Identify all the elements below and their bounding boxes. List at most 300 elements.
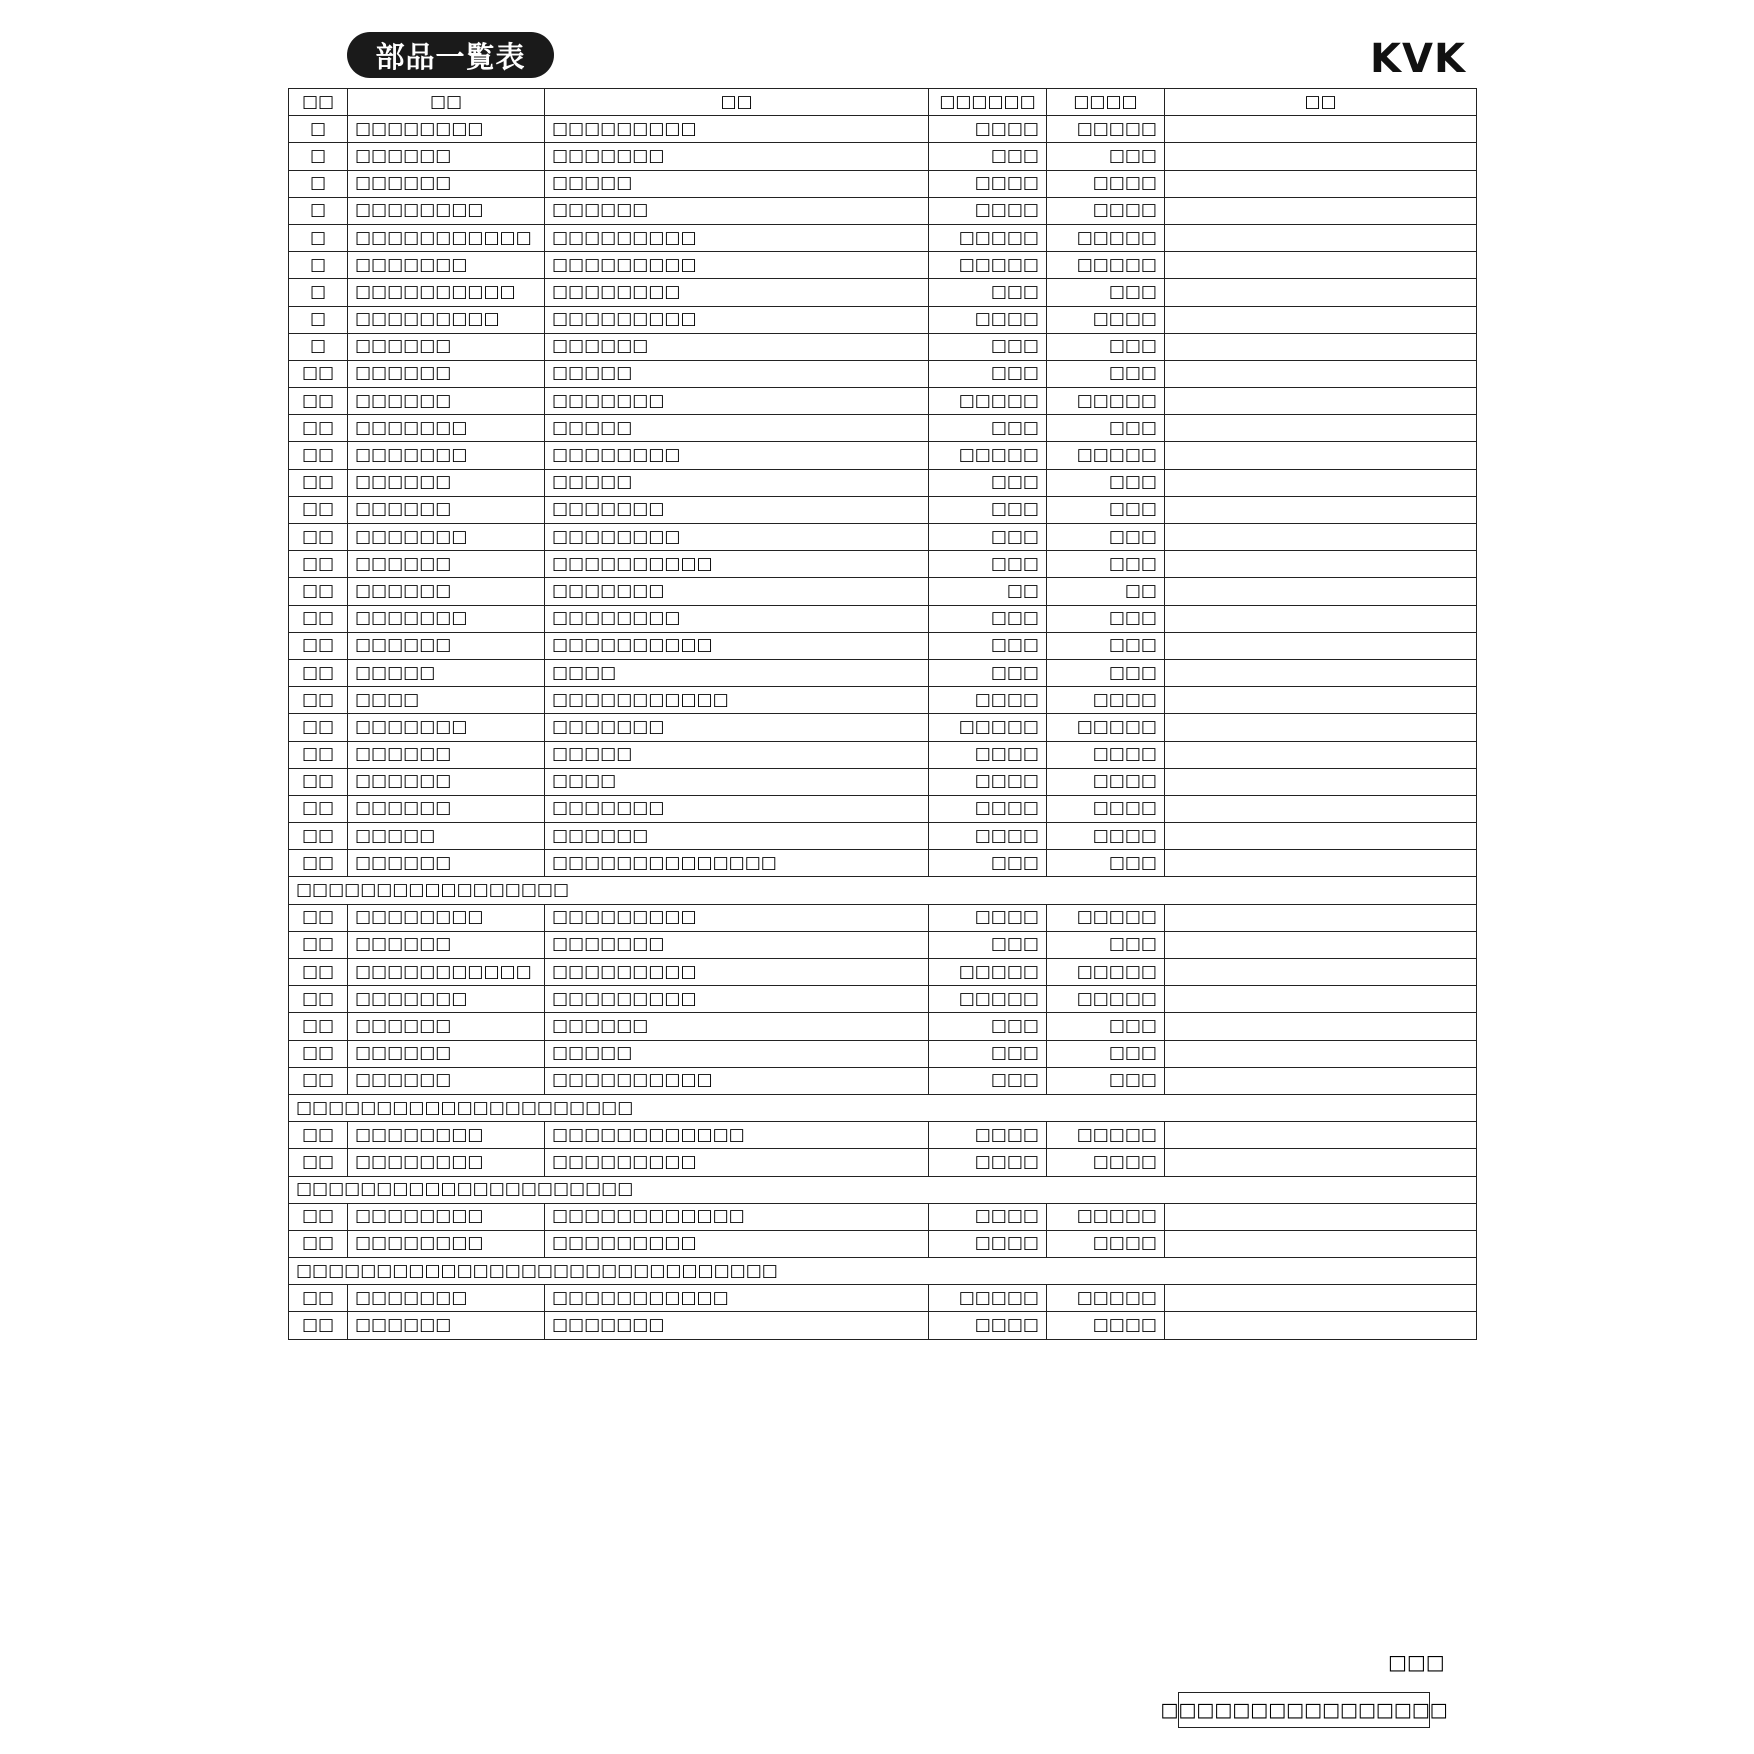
- part-number: □□: [289, 659, 348, 686]
- table-row: [289, 1312, 1477, 1339]
- part-number: □□: [289, 959, 348, 986]
- part-note: [1165, 1203, 1477, 1230]
- part-code: □□□□□□□: [348, 442, 545, 469]
- part-note: [1165, 496, 1477, 523]
- brand-logo: KVK: [1370, 36, 1466, 82]
- part-code: □□□□□□: [348, 143, 545, 170]
- part-name: □□□□□□□□□□: [545, 632, 929, 659]
- part-note: [1165, 741, 1477, 768]
- table-row: [289, 959, 1477, 986]
- part-code: □□□□□: [348, 823, 545, 850]
- table-row: [289, 496, 1477, 523]
- part-note: [1165, 904, 1477, 931]
- part-name: □□□□□: [545, 415, 929, 442]
- table-row: [289, 333, 1477, 360]
- table-row: [289, 415, 1477, 442]
- part-price: □□□: [1047, 415, 1165, 442]
- part-weight: □□: [929, 578, 1047, 605]
- part-code: □□□□□□□□: [348, 1122, 545, 1149]
- part-weight: □□□□: [929, 687, 1047, 714]
- table-row: [289, 1122, 1477, 1149]
- part-name: □□□□□□□□□: [545, 959, 929, 986]
- part-code: □□□□□□: [348, 170, 545, 197]
- part-note: [1165, 143, 1477, 170]
- part-code: □□□□□□: [348, 795, 545, 822]
- part-weight: □□□□: [929, 904, 1047, 931]
- part-weight: □□□□□: [929, 224, 1047, 251]
- table-row: [289, 931, 1477, 958]
- part-code: □□□□□□: [348, 768, 545, 795]
- section-row: [289, 877, 1477, 904]
- part-weight: □□□□: [929, 1149, 1047, 1176]
- part-weight: □□□□: [929, 197, 1047, 224]
- part-code: □□□□□□□: [348, 252, 545, 279]
- part-name: □□□□□□□□□: [545, 904, 929, 931]
- part-note: [1165, 1122, 1477, 1149]
- part-price: □□□: [1047, 850, 1165, 877]
- part-name: □□□□□□□□□□□□: [545, 1122, 929, 1149]
- part-weight: □□□: [929, 605, 1047, 632]
- part-note: [1165, 605, 1477, 632]
- part-note: [1165, 1230, 1477, 1257]
- part-weight: □□□□: [929, 306, 1047, 333]
- part-number: □□: [289, 768, 348, 795]
- part-name: □□□□□□□□□: [545, 224, 929, 251]
- part-price: □□□□□: [1047, 252, 1165, 279]
- part-weight: □□□: [929, 931, 1047, 958]
- part-code: □□□□□□: [348, 551, 545, 578]
- part-note: [1165, 442, 1477, 469]
- page-title: 部品一覧表: [347, 32, 554, 78]
- part-number: □□: [289, 551, 348, 578]
- part-number: □: [289, 252, 348, 279]
- part-number: □: [289, 333, 348, 360]
- table-row: [289, 741, 1477, 768]
- part-name: □□□□□□□□□□□□: [545, 1203, 929, 1230]
- table-row: [289, 795, 1477, 822]
- part-code: □□□□□□□: [348, 1285, 545, 1312]
- part-price: □□□□□: [1047, 116, 1165, 143]
- part-name: □□□□□□□: [545, 714, 929, 741]
- part-name: □□□□□□: [545, 197, 929, 224]
- part-code: □□□□: [348, 687, 545, 714]
- part-number: □: [289, 116, 348, 143]
- part-price: □□□□: [1047, 1230, 1165, 1257]
- part-code: □□□□□□□□□: [348, 306, 545, 333]
- part-code: □□□□□□□□□□: [348, 279, 545, 306]
- part-code: □□□□□□□□: [348, 1149, 545, 1176]
- part-code: □□□□□□□□: [348, 1203, 545, 1230]
- table-row: [289, 524, 1477, 551]
- part-code: □□□□□□□: [348, 415, 545, 442]
- part-note: [1165, 632, 1477, 659]
- part-name: □□□□□□□□: [545, 605, 929, 632]
- table-row: [289, 306, 1477, 333]
- part-price: □□: [1047, 578, 1165, 605]
- table-row: [289, 605, 1477, 632]
- part-code: □□□□□□: [348, 578, 545, 605]
- part-name: □□□□□□□: [545, 931, 929, 958]
- column-header-name: □□: [545, 89, 929, 116]
- part-code: □□□□□□: [348, 360, 545, 387]
- part-number: □□: [289, 1040, 348, 1067]
- column-header-weight: □□□□□□: [929, 89, 1047, 116]
- part-note: [1165, 1067, 1477, 1094]
- part-name: □□□□□: [545, 1040, 929, 1067]
- part-price: □□□: [1047, 333, 1165, 360]
- column-header-no: □□: [289, 89, 348, 116]
- part-weight: □□□: [929, 333, 1047, 360]
- part-note: [1165, 850, 1477, 877]
- part-name: □□□□□□□: [545, 795, 929, 822]
- part-weight: □□□□: [929, 1230, 1047, 1257]
- table-row: [289, 850, 1477, 877]
- part-weight: □□□: [929, 279, 1047, 306]
- part-weight: □□□: [929, 469, 1047, 496]
- part-name: □□□□□: [545, 469, 929, 496]
- part-weight: □□□□□: [929, 959, 1047, 986]
- part-code: □□□□□□□: [348, 605, 545, 632]
- part-name: □□□□□□: [545, 1013, 929, 1040]
- part-price: □□□□□: [1047, 986, 1165, 1013]
- table-row: [289, 714, 1477, 741]
- table-row: [289, 360, 1477, 387]
- part-price: □□□□□: [1047, 959, 1165, 986]
- part-note: [1165, 1312, 1477, 1339]
- part-note: [1165, 1149, 1477, 1176]
- part-name: □□□□□□□: [545, 143, 929, 170]
- part-number: □□: [289, 986, 348, 1013]
- table-row: [289, 388, 1477, 415]
- part-name: □□□□□□: [545, 333, 929, 360]
- table-row: [289, 687, 1477, 714]
- part-note: [1165, 1013, 1477, 1040]
- document-code: □□□□□□□□□□□□□□□□: [1178, 1692, 1430, 1728]
- part-number: □□: [289, 1285, 348, 1312]
- part-weight: □□□□□: [929, 1285, 1047, 1312]
- part-code: □□□□□□: [348, 931, 545, 958]
- part-weight: □□□: [929, 659, 1047, 686]
- part-price: □□□□□: [1047, 1122, 1165, 1149]
- part-name: □□□□□□□□□□: [545, 551, 929, 578]
- parts-table: [288, 88, 1477, 1340]
- part-number: □□: [289, 469, 348, 496]
- part-note: [1165, 333, 1477, 360]
- part-number: □□: [289, 904, 348, 931]
- part-name: □□□□□□: [545, 823, 929, 850]
- part-weight: □□□: [929, 143, 1047, 170]
- part-note: [1165, 714, 1477, 741]
- table-row: [289, 1203, 1477, 1230]
- table-row: [289, 823, 1477, 850]
- part-note: [1165, 360, 1477, 387]
- table-row: [289, 279, 1477, 306]
- part-code: □□□□□□: [348, 1040, 545, 1067]
- table-row: [289, 1230, 1477, 1257]
- part-name: □□□□□□□: [545, 1312, 929, 1339]
- part-note: [1165, 170, 1477, 197]
- part-price: □□□: [1047, 632, 1165, 659]
- parts-table-header: [289, 89, 1477, 116]
- part-number: □: [289, 306, 348, 333]
- part-number: □□: [289, 1149, 348, 1176]
- part-price: □□□: [1047, 605, 1165, 632]
- part-number: □□: [289, 524, 348, 551]
- table-row: [289, 632, 1477, 659]
- part-price: □□□□□: [1047, 388, 1165, 415]
- section-row: [289, 1094, 1477, 1121]
- part-number: □: [289, 197, 348, 224]
- part-price: □□□: [1047, 551, 1165, 578]
- part-name: □□□□□□□□□: [545, 252, 929, 279]
- part-note: [1165, 1285, 1477, 1312]
- part-number: □□: [289, 1312, 348, 1339]
- part-number: □□: [289, 823, 348, 850]
- table-row: [289, 442, 1477, 469]
- part-note: [1165, 388, 1477, 415]
- part-note: [1165, 959, 1477, 986]
- part-code: □□□□□□□: [348, 524, 545, 551]
- part-price: □□□□□: [1047, 1203, 1165, 1230]
- table-row: [289, 1013, 1477, 1040]
- part-name: □□□□□□□□□: [545, 1230, 929, 1257]
- part-weight: □□□□: [929, 795, 1047, 822]
- column-header-note: □□: [1165, 89, 1477, 116]
- part-price: □□□□: [1047, 795, 1165, 822]
- part-number: □□: [289, 415, 348, 442]
- part-price: □□□: [1047, 931, 1165, 958]
- table-row: [289, 1149, 1477, 1176]
- part-price: □□□□□: [1047, 442, 1165, 469]
- part-weight: □□□□□: [929, 388, 1047, 415]
- part-price: □□□□: [1047, 823, 1165, 850]
- part-price: □□□□: [1047, 1149, 1165, 1176]
- part-code: □□□□□□□□□□□: [348, 959, 545, 986]
- part-name: □□□□□□□□□□□: [545, 687, 929, 714]
- part-number: □□: [289, 605, 348, 632]
- part-price: □□□: [1047, 1013, 1165, 1040]
- part-code: □□□□□□□□: [348, 116, 545, 143]
- part-name: □□□□□: [545, 360, 929, 387]
- part-number: □□: [289, 1230, 348, 1257]
- part-weight: □□□: [929, 496, 1047, 523]
- part-weight: □□□□□: [929, 252, 1047, 279]
- parts-table-body: [289, 116, 1477, 1339]
- part-weight: □□□□: [929, 116, 1047, 143]
- part-name: □□□□□□□□□: [545, 306, 929, 333]
- part-note: [1165, 795, 1477, 822]
- part-weight: □□□□□: [929, 986, 1047, 1013]
- table-row: [289, 252, 1477, 279]
- table-row: [289, 143, 1477, 170]
- part-price: □□□: [1047, 279, 1165, 306]
- part-weight: □□□: [929, 1067, 1047, 1094]
- table-row: [289, 659, 1477, 686]
- section-label: □□□□□□□□□□□□□□□□□: [289, 877, 1477, 904]
- part-note: [1165, 524, 1477, 551]
- part-weight: □□□: [929, 850, 1047, 877]
- section-label: □□□□□□□□□□□□□□□□□□□□□□□□□□□□□□: [289, 1258, 1477, 1285]
- part-code: □□□□□□: [348, 333, 545, 360]
- part-price: □□□: [1047, 659, 1165, 686]
- column-header-code: □□: [348, 89, 545, 116]
- part-note: [1165, 823, 1477, 850]
- table-row: [289, 1040, 1477, 1067]
- part-weight: □□□: [929, 524, 1047, 551]
- section-label: □□□□□□□□□□□□□□□□□□□□□: [289, 1094, 1477, 1121]
- part-note: [1165, 252, 1477, 279]
- part-name: □□□□□□□□□: [545, 1149, 929, 1176]
- part-weight: □□□: [929, 1040, 1047, 1067]
- part-number: □□: [289, 1067, 348, 1094]
- part-code: □□□□□: [348, 659, 545, 686]
- header-row: [289, 89, 1477, 116]
- part-name: □□□□: [545, 659, 929, 686]
- part-number: □□: [289, 931, 348, 958]
- part-note: [1165, 197, 1477, 224]
- part-code: □□□□□□: [348, 1312, 545, 1339]
- part-price: □□□□□: [1047, 904, 1165, 931]
- part-number: □□: [289, 496, 348, 523]
- table-row: [289, 224, 1477, 251]
- part-note: [1165, 1040, 1477, 1067]
- part-weight: □□□□: [929, 170, 1047, 197]
- part-name: □□□□□□□□: [545, 442, 929, 469]
- column-header-price: □□□□: [1047, 89, 1165, 116]
- part-number: □□: [289, 795, 348, 822]
- part-price: □□□: [1047, 360, 1165, 387]
- part-code: □□□□□□: [348, 1067, 545, 1094]
- part-number: □□: [289, 850, 348, 877]
- part-code: □□□□□□: [348, 741, 545, 768]
- part-name: □□□□□□□□□: [545, 986, 929, 1013]
- part-weight: □□□□: [929, 1122, 1047, 1149]
- part-number: □□: [289, 1122, 348, 1149]
- part-note: [1165, 986, 1477, 1013]
- part-number: □□: [289, 741, 348, 768]
- table-row: [289, 170, 1477, 197]
- part-name: □□□□□: [545, 170, 929, 197]
- table-row: [289, 986, 1477, 1013]
- part-price: □□□□: [1047, 197, 1165, 224]
- table-row: [289, 116, 1477, 143]
- part-price: □□□: [1047, 1040, 1165, 1067]
- part-price: □□□□: [1047, 768, 1165, 795]
- part-price: □□□: [1047, 143, 1165, 170]
- part-note: [1165, 279, 1477, 306]
- part-number: □□: [289, 360, 348, 387]
- part-note: [1165, 116, 1477, 143]
- table-row: [289, 551, 1477, 578]
- part-number: □: [289, 170, 348, 197]
- part-price: □□□□□: [1047, 1285, 1165, 1312]
- part-name: □□□□: [545, 768, 929, 795]
- part-number: □: [289, 224, 348, 251]
- part-weight: □□□□□: [929, 714, 1047, 741]
- part-price: □□□□: [1047, 170, 1165, 197]
- part-price: □□□: [1047, 524, 1165, 551]
- table-row: [289, 768, 1477, 795]
- table-row: [289, 904, 1477, 931]
- part-weight: □□□: [929, 632, 1047, 659]
- page-number: □□□: [1388, 1650, 1445, 1674]
- part-code: □□□□□□□□□□□: [348, 224, 545, 251]
- part-note: [1165, 306, 1477, 333]
- part-name: □□□□□□□□: [545, 279, 929, 306]
- part-price: □□□: [1047, 469, 1165, 496]
- part-price: □□□□: [1047, 306, 1165, 333]
- table-row: [289, 1067, 1477, 1094]
- part-note: [1165, 687, 1477, 714]
- part-weight: □□□: [929, 415, 1047, 442]
- table-row: [289, 197, 1477, 224]
- part-number: □□: [289, 1203, 348, 1230]
- part-price: □□□□: [1047, 687, 1165, 714]
- part-price: □□□: [1047, 496, 1165, 523]
- part-number: □□: [289, 687, 348, 714]
- part-code: □□□□□□□□: [348, 904, 545, 931]
- part-weight: □□□□: [929, 1203, 1047, 1230]
- part-name: □□□□□□□□□□□□□□: [545, 850, 929, 877]
- part-weight: □□□: [929, 551, 1047, 578]
- part-code: □□□□□□□□: [348, 197, 545, 224]
- part-number: □□: [289, 714, 348, 741]
- part-note: [1165, 415, 1477, 442]
- part-code: □□□□□□: [348, 1013, 545, 1040]
- part-weight: □□□□□: [929, 442, 1047, 469]
- part-name: □□□□□□□□□□: [545, 1067, 929, 1094]
- part-note: [1165, 469, 1477, 496]
- part-code: □□□□□□: [348, 388, 545, 415]
- table-row: [289, 469, 1477, 496]
- part-price: □□□□□: [1047, 224, 1165, 251]
- part-note: [1165, 659, 1477, 686]
- part-number: □□: [289, 388, 348, 415]
- part-weight: □□□□: [929, 741, 1047, 768]
- part-name: □□□□□□□: [545, 496, 929, 523]
- part-number: □: [289, 143, 348, 170]
- part-weight: □□□: [929, 360, 1047, 387]
- part-name: □□□□□□□□□□□: [545, 1285, 929, 1312]
- section-row: [289, 1258, 1477, 1285]
- part-code: □□□□□□: [348, 469, 545, 496]
- part-number: □□: [289, 632, 348, 659]
- part-name: □□□□□□□: [545, 388, 929, 415]
- part-code: □□□□□□□: [348, 986, 545, 1013]
- section-label: □□□□□□□□□□□□□□□□□□□□□: [289, 1176, 1477, 1203]
- part-note: [1165, 578, 1477, 605]
- part-number: □□: [289, 1013, 348, 1040]
- part-number: □□: [289, 442, 348, 469]
- table-row: [289, 578, 1477, 605]
- part-note: [1165, 224, 1477, 251]
- part-number: □□: [289, 578, 348, 605]
- part-name: □□□□□: [545, 741, 929, 768]
- part-name: □□□□□□□□□: [545, 116, 929, 143]
- part-number: □: [289, 279, 348, 306]
- part-code: □□□□□□□□: [348, 1230, 545, 1257]
- part-price: □□□□: [1047, 741, 1165, 768]
- part-weight: □□□□: [929, 1312, 1047, 1339]
- part-name: □□□□□□□□: [545, 524, 929, 551]
- part-price: □□□□: [1047, 1312, 1165, 1339]
- part-weight: □□□□: [929, 823, 1047, 850]
- part-code: □□□□□□: [348, 496, 545, 523]
- part-note: [1165, 931, 1477, 958]
- section-row: [289, 1176, 1477, 1203]
- part-code: □□□□□□□: [348, 714, 545, 741]
- part-price: □□□: [1047, 1067, 1165, 1094]
